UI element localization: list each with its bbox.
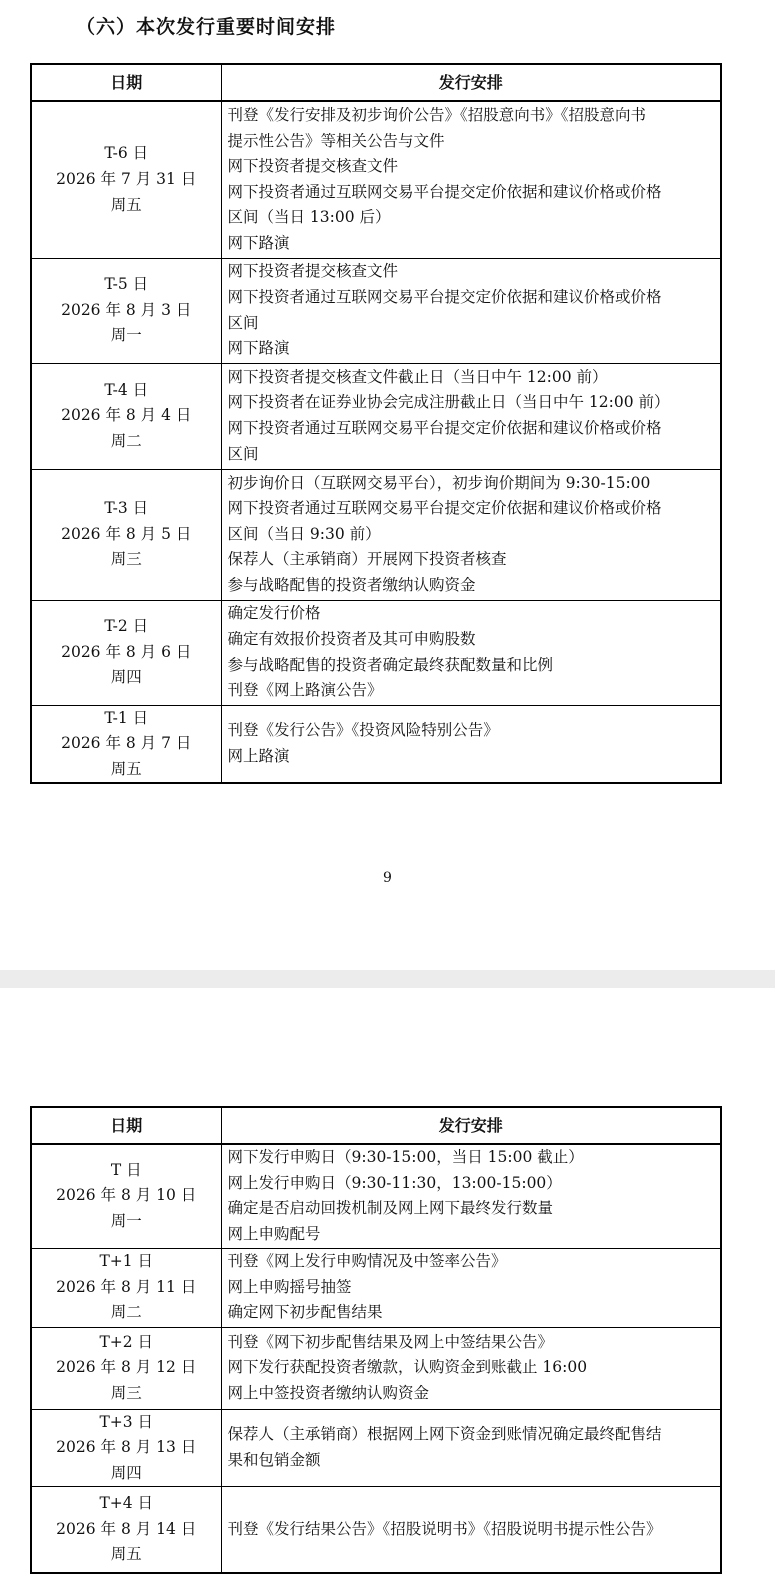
- table-row: [31, 1248, 721, 1327]
- date-line: 2026 年 8 月 5 日: [61, 524, 192, 543]
- arrangement-line: 网下投资者通过互联网交易平台提交定价依据和建议价格或价格: [227, 419, 662, 437]
- arrangement-cell: [221, 469, 721, 600]
- date-line: T-1 日: [104, 708, 149, 727]
- date-line: 周二: [110, 1303, 142, 1322]
- arrangement-line: 刊登《网下初步配售结果及网上中签结果公告》: [227, 1332, 554, 1351]
- arrangement-line: 刊登《发行公告》《投资风险特别公告》: [227, 721, 499, 740]
- table-header-row: [31, 1107, 721, 1144]
- date-line: 2026 年 8 月 13 日: [56, 1438, 197, 1457]
- date-line: T 日: [110, 1160, 142, 1179]
- date-line: 2026 年 8 月 12 日: [56, 1358, 197, 1377]
- table-row: [31, 1409, 721, 1487]
- date-line: T+2 日: [99, 1332, 154, 1351]
- date-line: T+3 日: [99, 1412, 154, 1431]
- date-line: 2026 年 8 月 6 日: [61, 642, 192, 661]
- schedule-table-part-2: [30, 1106, 722, 1574]
- arrangement-line: 保荐人（主承销商）开展网下投资者核查: [227, 550, 507, 569]
- arrangement-cell: [221, 1409, 721, 1487]
- date-cell: [31, 705, 221, 783]
- table-row: [31, 101, 721, 258]
- date-line: T-6 日: [104, 144, 149, 163]
- date-line: 2026 年 8 月 11 日: [56, 1277, 197, 1296]
- arrangement-line: 网上申购摇号抽签: [227, 1277, 352, 1296]
- table-row: [31, 363, 721, 469]
- date-line: 周一: [110, 1212, 142, 1231]
- table-row: [31, 705, 721, 783]
- schedule-table-part-1: [30, 63, 722, 784]
- arrangement-line: 网下投资者通过互联网交易平台提交定价依据和建议价格或价格: [227, 287, 662, 306]
- arrangement-cell: [221, 1248, 721, 1327]
- arrangement-line: 参与战略配售的投资者确定最终获配数量和比例: [227, 655, 554, 674]
- arrangement-line: 网下路演: [227, 233, 290, 252]
- date-line: T-5 日: [104, 275, 149, 294]
- arrangement-cell: [221, 101, 721, 258]
- arrangement-line: 确定是否启动回拨机制及网上网下最终发行数量: [227, 1199, 554, 1218]
- date-line: 周五: [110, 759, 142, 778]
- date-line: 周五: [110, 1545, 142, 1564]
- date-line: 2026 年 8 月 10 日: [56, 1186, 197, 1205]
- arrangement-line: 提示性公告》等相关公告与文件: [227, 131, 445, 150]
- arrangement-line: 网下投资者提交核查文件: [227, 157, 399, 176]
- date-line: T-4 日: [104, 380, 149, 399]
- arrangement-line: 网上发行申购日（9:30-11:30，13:00-15:00）: [227, 1173, 562, 1192]
- date-line: 2026 年 8 月 3 日: [61, 300, 192, 319]
- date-cell: [31, 469, 221, 600]
- table-row: [31, 1487, 721, 1573]
- date-cell: [31, 101, 221, 258]
- arrangement-cell: [221, 258, 721, 363]
- arrangement-line: 网下投资者通过互联网交易平台提交定价依据和建议价格或价格: [227, 499, 662, 518]
- page-gap: [0, 970, 775, 988]
- section-title: （六）本次发行重要时间安排: [76, 16, 337, 38]
- date-line: 周三: [110, 1383, 142, 1402]
- date-cell: [31, 258, 221, 363]
- arrangement-line: 保荐人（主承销商）根据网上网下资金到账情况确定最终配售结: [227, 1425, 662, 1444]
- arrangement-line: 初步询价日（互联网交易平台），初步询价期间为 9:30-15:00: [227, 473, 651, 492]
- arrangement-line: 区间: [227, 444, 259, 463]
- date-line: T-2 日: [104, 617, 149, 636]
- date-line: T+4 日: [99, 1494, 154, 1513]
- date-cell: [31, 1327, 221, 1409]
- date-cell: [31, 1144, 221, 1248]
- header-date: 日期: [31, 64, 221, 101]
- arrangement-line: 区间（当日 13:00 后）: [227, 208, 391, 227]
- arrangement-line: 网下投资者通过互联网交易平台提交定价依据和建议价格或价格: [227, 182, 662, 201]
- arrangement-line: 网下投资者提交核查文件截止日（当日中午 12:00 前）: [227, 367, 608, 386]
- date-line: 2026 年 8 月 7 日: [61, 734, 192, 753]
- arrangement-line: 刊登《网上路演公告》: [227, 681, 383, 700]
- date-cell: [31, 1248, 221, 1327]
- arrangement-cell: [221, 1144, 721, 1248]
- date-line: T-3 日: [104, 499, 149, 518]
- header-date: 日期: [31, 1107, 221, 1144]
- arrangement-line: 网上申购配号: [227, 1224, 321, 1243]
- arrangement-line: 区间: [227, 313, 259, 332]
- table-row: [31, 600, 721, 705]
- table-row: [31, 1144, 721, 1248]
- date-line: 2026 年 8 月 14 日: [56, 1519, 197, 1538]
- header-arrangement: 发行安排: [221, 1107, 721, 1144]
- arrangement-line: 网下路演: [227, 339, 290, 358]
- table-row: [31, 469, 721, 600]
- arrangement-cell: [221, 1327, 721, 1409]
- date-line: 2026 年 7 月 31 日: [56, 169, 197, 188]
- arrangement-line: 刊登《网上发行申购情况及中签率公告》: [227, 1252, 507, 1271]
- arrangement-line: 区间（当日 9:30 前）: [227, 524, 381, 543]
- date-line: 2026 年 8 月 4 日: [61, 406, 192, 425]
- date-line: T+1 日: [99, 1252, 154, 1271]
- date-line: 周四: [110, 1463, 142, 1482]
- document-page-2: [0, 988, 775, 1569]
- date-line: 周三: [110, 550, 142, 569]
- table-row: [31, 258, 721, 363]
- arrangement-cell: [221, 600, 721, 705]
- arrangement-line: 网下发行获配投资者缴款，认购资金到账截止 16:00: [227, 1358, 588, 1377]
- table-row: [31, 1327, 721, 1409]
- date-cell: [31, 600, 221, 705]
- date-line: 周一: [110, 326, 142, 345]
- header-arrangement: 发行安排: [221, 64, 721, 101]
- page-number: 9: [383, 870, 392, 886]
- date-cell: [31, 1487, 221, 1573]
- table-header-row: [31, 64, 721, 101]
- arrangement-line: 网下投资者在证券业协会完成注册截止日（当日中午 12:00 前）: [227, 393, 670, 412]
- arrangement-line: 确定发行价格: [227, 604, 321, 623]
- arrangement-line: 刊登《发行结果公告》《招股说明书》《招股说明书提示性公告》: [227, 1519, 662, 1538]
- date-cell: [31, 1409, 221, 1487]
- arrangement-line: 确定网下初步配售结果: [227, 1303, 383, 1322]
- arrangement-cell: [221, 1487, 721, 1573]
- arrangement-line: 网上路演: [227, 746, 290, 765]
- arrangement-line: 网上中签投资者缴纳认购资金: [227, 1383, 430, 1402]
- arrangement-line: 网下投资者提交核查文件: [227, 262, 399, 281]
- date-line: 周二: [110, 431, 142, 450]
- arrangement-line: 果和包销金额: [227, 1450, 321, 1469]
- arrangement-line: 网下发行申购日（9:30-15:00，当日 15:00 截止）: [227, 1148, 584, 1167]
- date-cell: [31, 363, 221, 469]
- date-line: 周五: [110, 195, 142, 214]
- arrangement-line: 确定有效报价投资者及其可申购股数: [227, 629, 476, 648]
- arrangement-cell: [221, 705, 721, 783]
- date-line: 周四: [110, 668, 142, 687]
- arrangement-line: 刊登《发行安排及初步询价公告》《招股意向书》《招股意向书: [227, 105, 647, 124]
- arrangement-line: 参与战略配售的投资者缴纳认购资金: [227, 575, 476, 594]
- arrangement-cell: [221, 363, 721, 469]
